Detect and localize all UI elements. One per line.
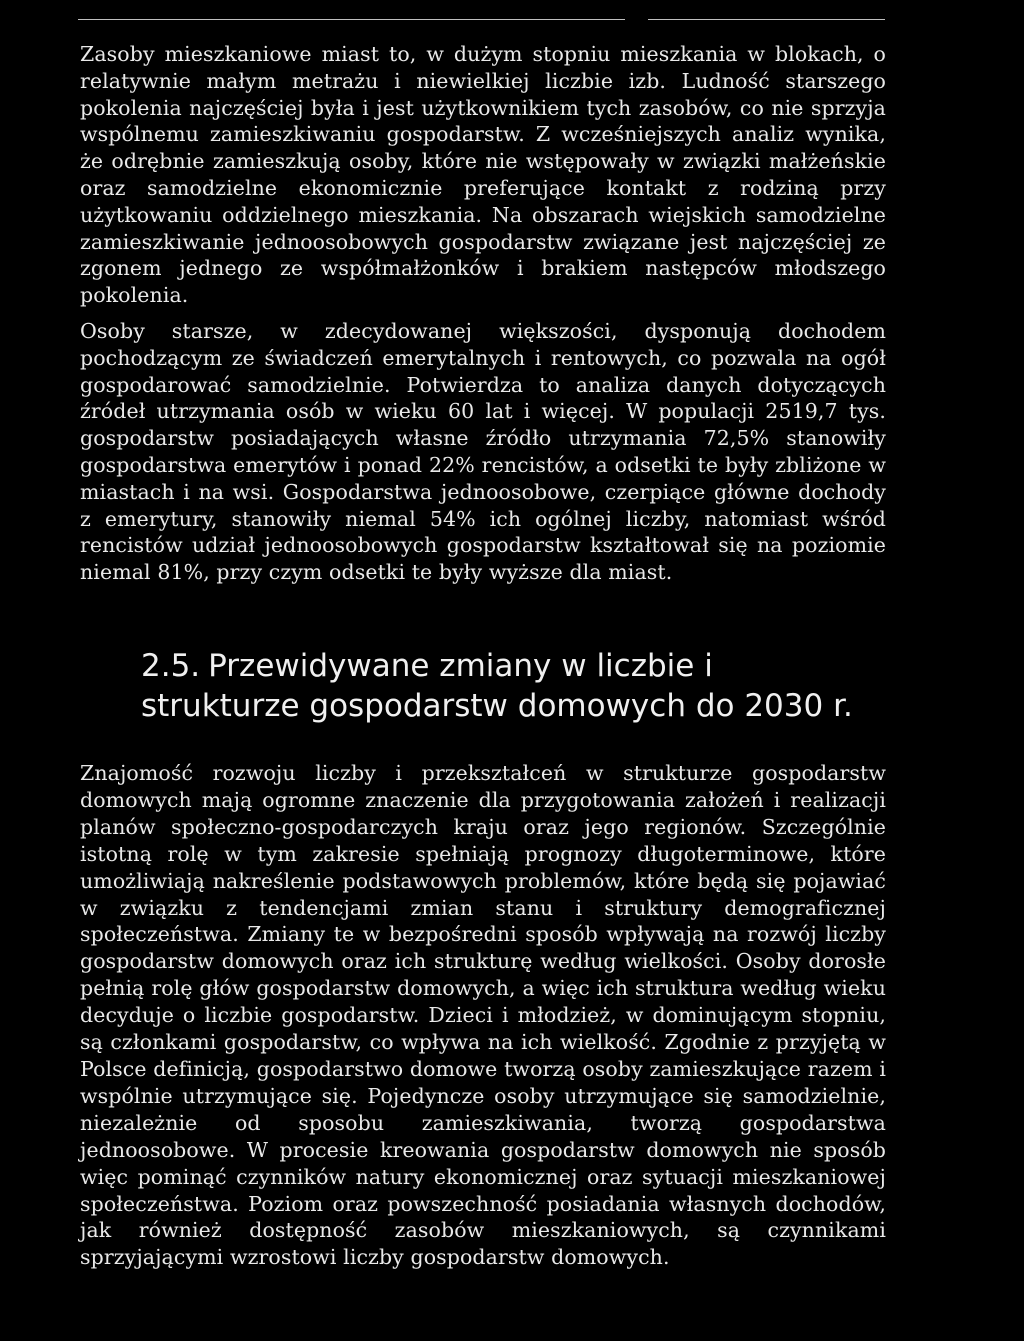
paragraph-household-forecasts: Znajomość rozwoju liczby i przekształceń w strukturze gospodarstw domowych mają ogromne znaczenie dla przygotowania założeń i realizacji planów społeczno-gospodarczych kraju oraz jego regionów. Szczególnie istotną rolę w tym zakresie spełniają prognozy długoterminowe, które umożliwiają nakreślenie podstawowych problemów, które będą się pojawiać w związku z tendencjami zmian stanu i struktury demograficznej społeczeństwa. Zmiany te w bezpośredni sposób wpływają na rozwój liczby gospodarstw domowych oraz ich strukturę według wielkości. Osoby dorosłe pełnią rolę głów gospodarstw domowych, a więc ich struktura według wieku decyduje o liczbie gospodarstw. Dzieci i młodzież, w dominującym stopniu, są członkami gospodarstw, co wpływa na ich wielkość. Zgodnie z przyjętą w Polsce definicją, gospodarstwo domowe tworzą osoby zamieszkujące razem i wspólnie utrzymujące się. Pojedyncze osoby utrzymujące się samodzielnie, niezależnie od sposobu zamieszkiwania, tworzą gospodarstwa jednoosobowe. W procesie kreowania gospodarstw domowych nie sposób więc pominąć czynników natury ekonomicznej oraz sytuacji mieszkaniowej społeczeństwa. Poziom oraz powszechność posiadania własnych dochodów, jak również dostępność zasobów mieszkaniowych, są czynnikami sprzyjającymi wzrostowi liczby gospodarstw domowych. [80,761,886,1270]
paragraph-elderly-income: Osoby starsze, w zdecydowanej większości, dysponują dochodem pochodzącym ze świadczeń emerytalnych i rentowych, co pozwala na ogół gospodarować samodzielnie. Potwierdza to analiza danych dotyczących źródeł utrzymania osób w wieku 60 lat i więcej. W populacji 2519,7 tys. gospodarstw posiadających własne źródło utrzymania 72,5% stanowiły gospodarstwa emerytów i ponad 22% rencistów, a odsetki te były zbliżone w miastach i na wsi. Gospodarstwa jednoosobowe, czerpiące główne dochody z emerytury, stanowiły niemal 54% ich ogólnej liczby, natomiast wśród rencistów udział jednoosobowych gospodarstw kształtował się na poziomie niemal 81%, przy czym odsetki te były wyższe dla miast. [80,319,886,585]
section-heading [141,646,861,726]
header-rule-right [648,19,885,20]
section-title: Przewidywane zmiany w liczbie i strukturze gospodarstw domowych do 2030 r. [141,648,853,724]
section-number: 2.5. [141,648,201,684]
paragraph-housing-resources: Zasoby mieszkaniowe miast to, w dużym stopniu mieszkania w blokach, o relatywnie małym metrażu i niewielkiej liczbie izb. Ludność starszego pokolenia najczęściej była i jest użytkownikiem tych zasobów, co nie sprzyja wspólnemu zamieszkiwaniu gospodarstw. Z wcześniejszych analiz wynika, że odrębnie zamieszkują osoby, które nie wstępowały w związki małżeńskie oraz samodzielne ekonomicznie preferujące kontakt z rodziną przy użytkowaniu oddzielnego mieszkania. Na obszarach wiejskich samodzielne zamieszkiwanie jednoosobowych gospodarstw związane jest najczęściej ze zgonem jednego ze współmałżonków i brakiem następców młodszego pokolenia. [80,42,886,308]
header-rule-left [78,19,625,20]
